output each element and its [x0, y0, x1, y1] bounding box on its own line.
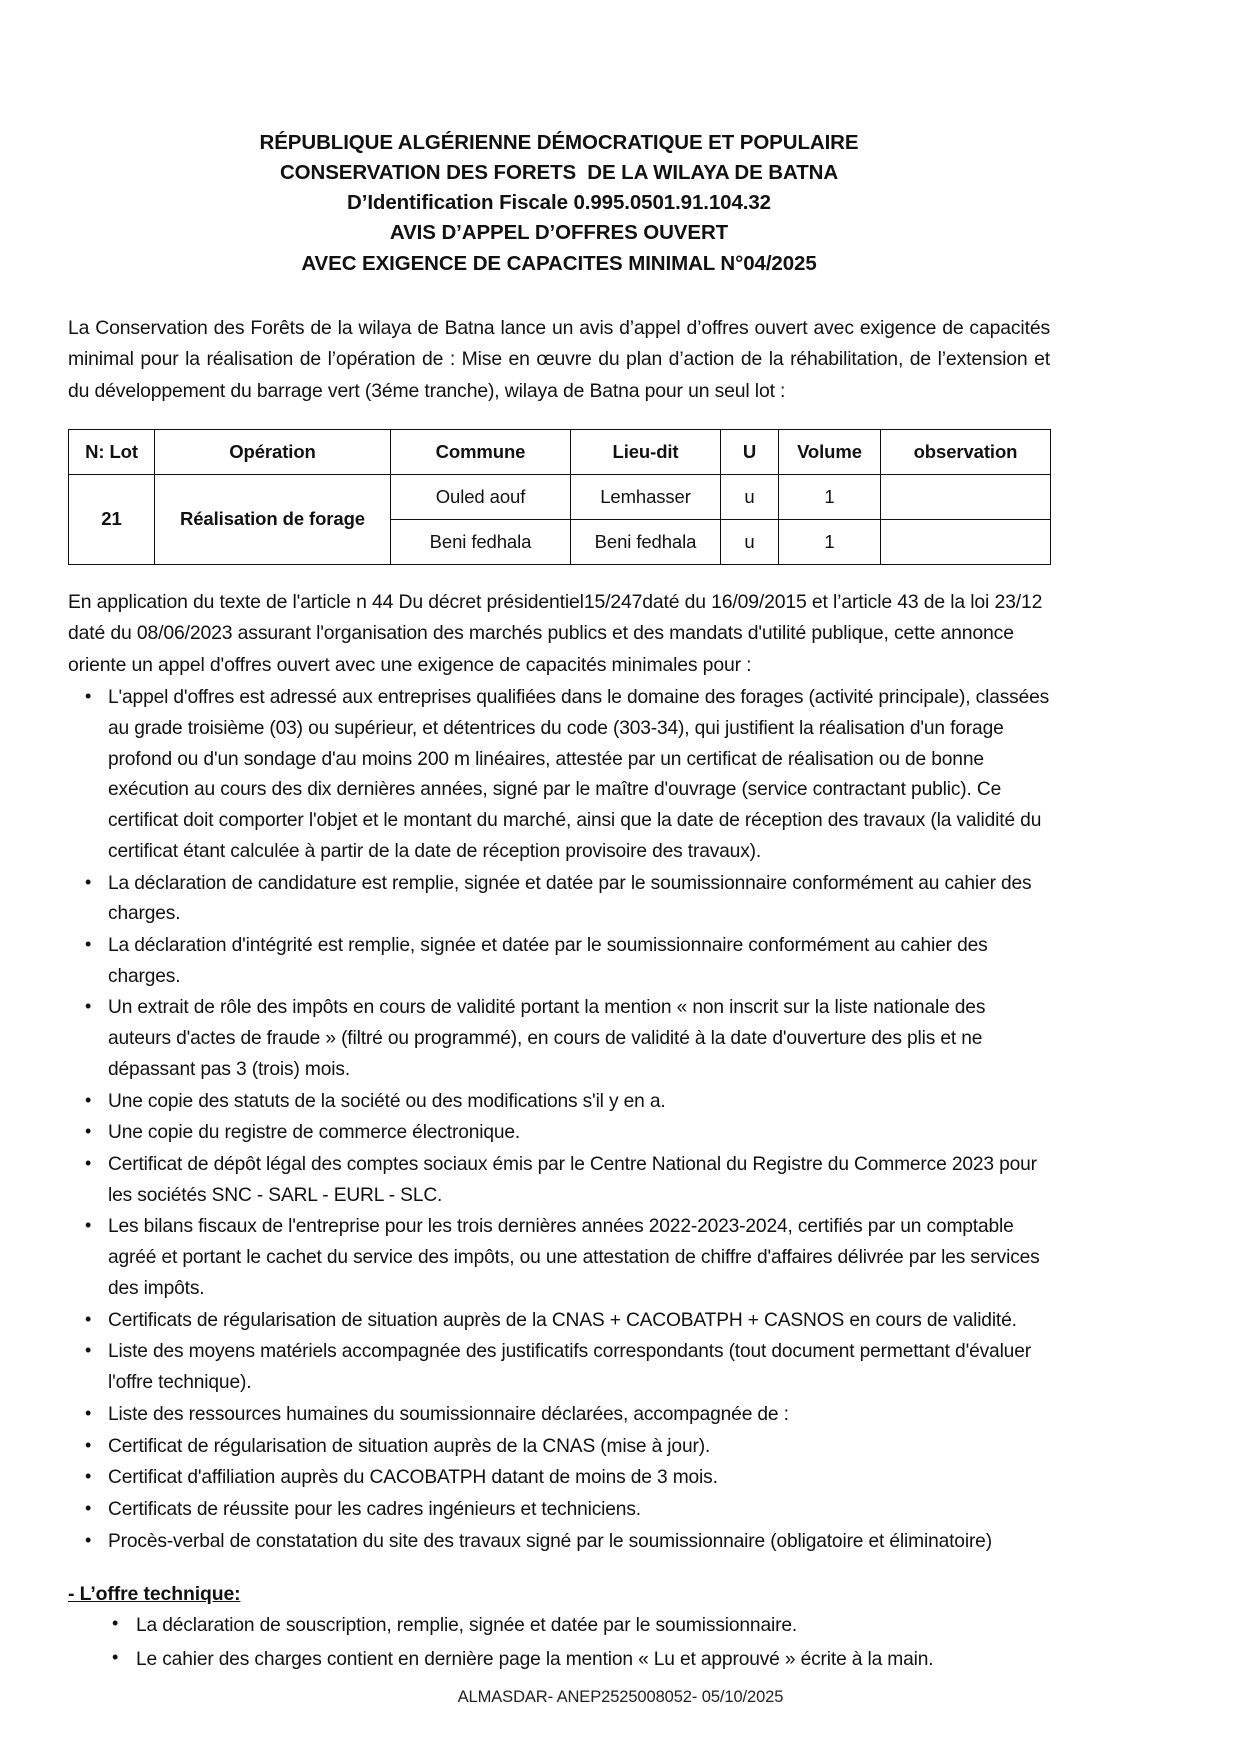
list-item: • Une copie du registre de commerce électronique. — [68, 1118, 1050, 1149]
table-header-row — [69, 429, 1051, 474]
cell-observation — [881, 474, 1051, 519]
list-item: • Liste des ressources humaines du soumissionnaire déclarées, accompagnée de : — [68, 1400, 1050, 1431]
column-header-u: U — [721, 429, 779, 474]
column-header-operation: Opération — [155, 429, 391, 474]
list-item: • Un extrait de rôle des impôts en cours de validité portant la mention « non inscrit sur la liste nationale des auteurs d'actes de fraude » (filtré ou programmé), en cours de validité à la date d'ouverture des plis et ne dépassant pas 3 (trois) mois. — [68, 993, 1050, 1085]
list-item: • Certificats de réussite pour les cadres ingénieurs et techniciens. — [68, 1495, 1050, 1526]
column-header-commune: Commune — [391, 429, 571, 474]
cell-lot-number: 21 — [69, 474, 155, 564]
list-item: • Le cahier des charges contient en dernière page la mention « Lu et approuvé » écrite à la main. — [68, 1644, 1050, 1675]
column-header-lot: N: Lot — [69, 429, 155, 474]
lots-table — [68, 429, 1051, 565]
cell-commune: Ouled aouf — [391, 474, 571, 519]
document-body — [68, 128, 1050, 1679]
list-item: • Certificats de régularisation de situation auprès de la CNAS + CACOBATPH + CASNOS en cours de validité. — [68, 1306, 1050, 1337]
list-item: • La déclaration de souscription, remplie, signée et datée par le soumissionnaire. — [68, 1610, 1050, 1641]
table-row — [69, 474, 1051, 519]
legal-paragraph: En application du texte de l'article n 44 Du décret présidentiel15/247daté du 16/09/2015 et l’article 43 de la loi 23/12 daté du 08/06/2023 assurant l'organisation des marchés publics et des mandats d'utilité publique, cette annonce oriente un appel d'offres ouvert avec une exigence de capacités minimales pour : — [68, 590, 1043, 676]
header-line-5: AVEC EXIGENCE DE CAPACITES MINIMAL N°04/2025 — [301, 251, 817, 275]
cell-u: u — [721, 474, 779, 519]
column-header-observation: observation — [881, 429, 1051, 474]
list-item: • Certificat d'affiliation auprès du CACOBATPH datant de moins de 3 mois. — [68, 1463, 1050, 1494]
cell-observation — [881, 519, 1051, 564]
cell-lieu-dit: Beni fedhala — [571, 519, 721, 564]
list-item: • La déclaration de candidature est remplie, signée et datée par le soumissionnaire conformément au cahier des charges. — [68, 869, 1050, 930]
column-header-volume: Volume — [779, 429, 881, 474]
technical-offer-title: - L’offre technique: — [68, 1583, 241, 1606]
cell-commune: Beni fedhala — [391, 519, 571, 564]
document-header — [68, 128, 1050, 279]
cell-lieu-dit: Lemhasser — [571, 474, 721, 519]
header-line-3: D’Identification Fiscale 0.995.0501.91.104.32 — [347, 191, 771, 215]
page-footer: ALMASDAR- ANEP2525008052- 05/10/2025 — [457, 1688, 784, 1706]
list-item: • Certificat de régularisation de situation auprès de la CNAS (mise à jour). — [68, 1432, 1050, 1463]
list-item: • Liste des moyens matériels accompagnée des justificatifs correspondants (tout document permettant d'évaluer l'offre technique). — [68, 1337, 1050, 1398]
list-item: • Procès-verbal de constatation du site des travaux signé par le soumissionnaire (obligatoire et éliminatoire) — [68, 1527, 1050, 1558]
cell-volume: 1 — [779, 519, 881, 564]
list-item: • La déclaration d'intégrité est remplie, signée et datée par le soumissionnaire conformément au cahier des charges. — [68, 931, 1050, 992]
cell-volume: 1 — [779, 474, 881, 519]
list-item: • Une copie des statuts de la société ou des modifications s'il y en a. — [68, 1087, 1050, 1118]
header-line-4: AVIS D’APPEL D’OFFRES OUVERT — [389, 221, 729, 245]
cell-operation: Réalisation de forage — [155, 474, 391, 564]
requirements-list — [68, 683, 1050, 1557]
list-item: • Certificat de dépôt légal des comptes sociaux émis par le Centre National du Registre du Commerce 2023 pour les sociétés SNC - SARL - EURL - SLC. — [68, 1150, 1050, 1211]
header-line-2: CONSERVATION DES FORETS DE LA WILAYA DE BATNA — [279, 161, 839, 185]
list-item: • Les bilans fiscaux de l'entreprise pour les trois dernières années 2022-2023-2024, certifiés par un comptable agréé et portant le cachet du service des impôts, ou une attestation de chiffre d'affaires délivrée par les services des impôts. — [68, 1212, 1050, 1304]
intro-paragraph: La Conservation des Forêts de la wilaya de Batna lance un avis d’appel d’offres ouvert avec exigence de capacités minimal pour la réalisation de l’opération de : Mise en œuvre du plan d’action de la réhabilitation, de l’extension et du développement du barrage vert (3éme tranche), wilaya de Batna pour un seul lot : — [68, 316, 1050, 402]
header-line-1: RÉPUBLIQUE ALGÉRIENNE DÉMOCRATIQUE ET POPULAIRE — [259, 131, 859, 154]
technical-offer-list — [68, 1610, 1050, 1675]
cell-u: u — [721, 519, 779, 564]
column-header-lieu-dit: Lieu-dit — [571, 429, 721, 474]
list-item: • L'appel d'offres est adressé aux entreprises qualifiées dans le domaine des forages (activité principale), classées au grade troisième (03) ou supérieur, et détentrices du code (303-34), qui justifient la réalisation d'un forage profond ou d'un sondage d'au moins 200 m linéaires, attestée par un certificat de réalisation ou de bonne exécution au cours des dix dernières années, signé par le maître d'ouvrage (service contractant public). Ce certificat doit comporter l'objet et le montant du marché, ainsi que la date de réception des travaux (la validité du certificat étant calculée à partir de la date de réception provisoire des travaux). — [68, 683, 1050, 867]
